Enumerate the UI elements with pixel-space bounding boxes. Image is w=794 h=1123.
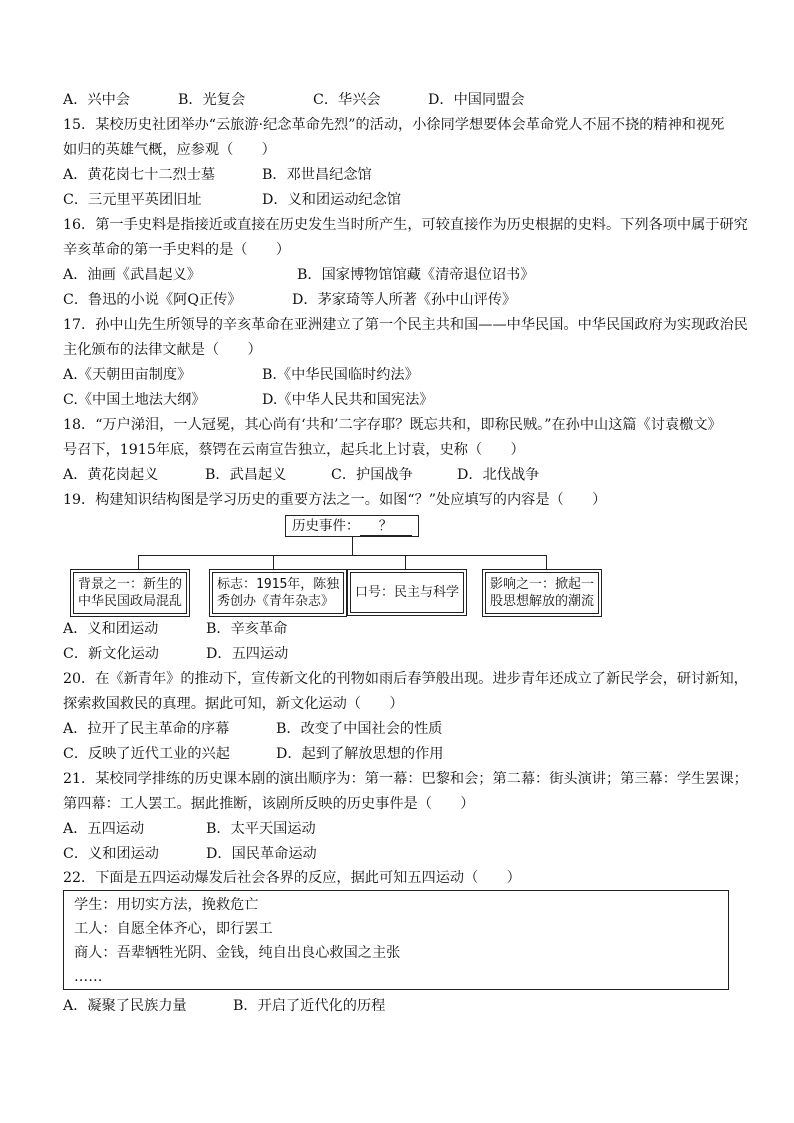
- q17-option-d: D.《中华人民共和国宪法》: [262, 392, 434, 408]
- q22-option-a: A．凝聚了民族力量: [63, 998, 187, 1014]
- diagram-box-influence-line2: 股思想解放的潮流: [490, 594, 595, 609]
- q20-option-d: D．起到了解放思想的作用: [276, 746, 444, 762]
- q18-option-a: A．黄花岗起义: [63, 467, 159, 483]
- q17-stem-line1: 17．孙中山先生所领导的辛亥革命在亚洲建立了第一个民主共和国——中华民国。中华民国政府为实现政治民: [63, 317, 748, 333]
- q17-stem-line2: 主化颁布的法律文献是（ ）: [63, 342, 262, 358]
- q15-stem-line1: 15．某校历史社团举办“云旅游·纪念革命先烈”的活动，小徐同学想要体会革命党人不屈不挠的精神和视死: [63, 117, 725, 133]
- diagram-box-sign-line1: 标志：1915年，陈独: [217, 577, 340, 592]
- q21-option-c: C．义和团运动: [63, 846, 159, 862]
- diagram-connector-1: [138, 555, 139, 569]
- q16-stem-line2: 辛亥革命的第一手史料的是（ ）: [63, 242, 291, 258]
- q16-stem-line1: 16．第一手史料是指接近或直接在历史发生当时所产生，可较直接作为历史根据的史料。下列各项中属于研究: [63, 217, 748, 233]
- q22-material-merchants: 商人：吾辈牺牲光阴、金钱，纯自出良心救国之主张: [74, 945, 401, 961]
- q21-option-a: A．五四运动: [63, 821, 145, 837]
- q19-option-d: D．五四运动: [206, 646, 289, 662]
- q17-option-b: B.《中华民国临时约法》: [262, 367, 419, 383]
- diagram-box-background-line1: 背景之一：新生的: [78, 577, 183, 592]
- q15-option-a: A．黄花岗七十二烈士墓: [63, 167, 216, 183]
- q17-option-c: C.《中国土地法大纲》: [63, 392, 206, 408]
- q22-material-ellipsis: ……: [74, 969, 103, 985]
- diagram-box-slogan: [347, 569, 467, 616]
- diagram-top-box: [285, 515, 419, 537]
- q18-option-c: C．护国战争: [331, 467, 413, 483]
- q14-option-d: D．中国同盟会: [428, 92, 525, 108]
- q18-option-b: B．武昌起义: [205, 467, 287, 483]
- diagram-top-label: 历史事件：: [292, 518, 360, 534]
- q15-option-b: B．邓世昌纪念馆: [262, 167, 372, 183]
- q16-option-b: B．国家博物馆馆藏《清帝退位诏书》: [297, 267, 535, 283]
- q15-option-d: D．义和团运动纪念馆: [262, 192, 402, 208]
- q21-stem-line1: 21．某校同学排练的历史课本剧的演出顺序为：第一幕：巴黎和会；第二幕：街头演讲；第三幕：学生罢课；: [63, 771, 748, 787]
- q22-stem: 22．下面是五四运动爆发后社会各界的反应，据此可知五四运动（ ）: [63, 870, 521, 886]
- q18-option-d: D．北伐战争: [457, 467, 540, 483]
- q20-option-b: B．改变了中国社会的性质: [276, 721, 443, 737]
- q16-option-c: C．鲁迅的小说《阿Q正传》: [63, 292, 242, 308]
- diagram-box-influence-line1: 影响之一：掀起一: [490, 577, 595, 592]
- q21-stem-line2: 第四幕：工人罢工。据此推断，该剧所反映的历史事件是（ ）: [63, 796, 475, 812]
- q15-option-c: C．三元里平英团旧址: [63, 192, 202, 208]
- diagram-connector-3: [405, 555, 406, 569]
- q18-stem-line1: 18．“万户涕泪，一人冠冕，其心尚有‘共和’二字存耶？既忘共和，即称民贼。”在孙中山这篇《讨袁檄文》: [63, 417, 722, 433]
- diagram-connector-2: [273, 555, 274, 569]
- diagram-connector-stem: [352, 537, 353, 555]
- diagram-box-slogan-line1: 口号：民主与科学: [355, 585, 460, 600]
- q14-option-b: B．光复会: [178, 92, 246, 108]
- knowledge-structure-diagram: [70, 515, 615, 607]
- q16-option-d: D．茅家琦等人所著《孙中山评传》: [292, 292, 517, 308]
- diagram-box-background-line2: 中华民国政局混乱: [78, 594, 183, 609]
- q22-option-b: B．开启了近代化的历程: [233, 998, 386, 1014]
- q19-stem: 19．构建知识结构图是学习历史的重要方法之一。如图“？”处应填写的内容是（ ）: [63, 492, 607, 508]
- q20-stem-line1: 20．在《新青年》的推动下，宣传新文化的刊物如雨后春笋般出现。进步青年还成立了新民学会，研讨新知，: [63, 671, 748, 687]
- q16-option-a: A．油画《武昌起义》: [63, 267, 201, 283]
- q21-option-b: B．太平天国运动: [206, 821, 316, 837]
- diagram-box-influence: [482, 569, 602, 617]
- diagram-box-background: [70, 569, 190, 617]
- diagram-connector-bar: [138, 555, 546, 556]
- q20-option-a: A．拉开了民主革命的序幕: [63, 721, 230, 737]
- q19-option-b: B．辛亥革命: [206, 621, 288, 637]
- q14-option-c: C．华兴会: [313, 92, 381, 108]
- q18-stem-line2: 号召下，1915年底，蔡锷在云南宣告独立，起兵北上讨袁，史称（ ）: [63, 442, 525, 458]
- q15-stem-line2: 如归的英雄气概，应参观（ ）: [63, 142, 276, 158]
- q19-option-a: A．义和团运动: [63, 621, 159, 637]
- q20-stem-line2: 探索救国救民的真理。据此可知，新文化运动（ ）: [63, 696, 404, 712]
- q14-option-a: A．兴中会: [63, 92, 130, 108]
- q17-option-a: A.《天朝田亩制度》: [63, 367, 192, 383]
- q21-option-d: D．国民革命运动: [206, 846, 317, 862]
- diagram-box-sign: [209, 569, 347, 617]
- q22-material-box: [63, 890, 729, 990]
- q19-option-c: C．新文化运动: [63, 646, 159, 662]
- diagram-connector-4: [546, 555, 547, 569]
- q22-material-students: 学生：用切实方法，挽救危亡: [74, 897, 259, 913]
- q22-material-workers: 工人：自愿全体齐心，即行罢工: [74, 921, 273, 937]
- q20-option-c: C．反映了近代工业的兴起: [63, 746, 230, 762]
- diagram-box-sign-line2: 秀创办《青年杂志》: [217, 594, 335, 609]
- diagram-top-blank: ？: [360, 518, 412, 536]
